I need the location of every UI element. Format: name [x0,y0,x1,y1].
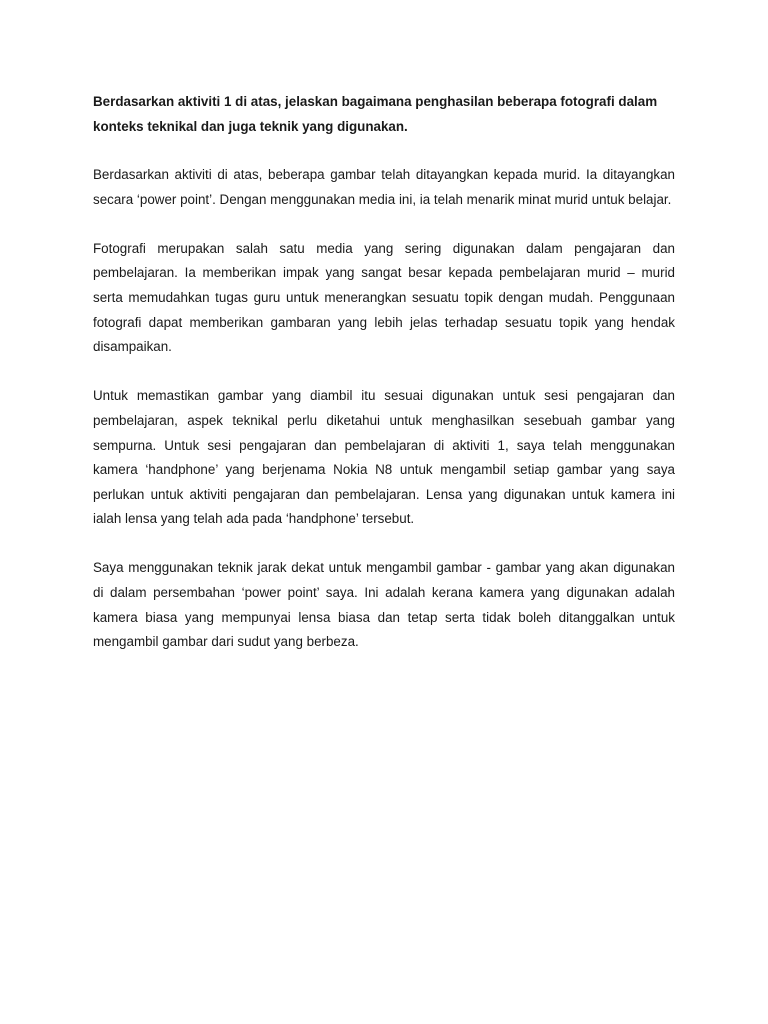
document-page [93,90,675,679]
paragraph-4: Saya menggunakan teknik jarak dekat untuk mengambil gambar - gambar yang akan digunakan di dalam persembahan ‘power point’ saya. Ini adalah kerana kamera yang digunakan adalah kamera biasa yang mempunyai lensa biasa dan tetap serta tidak boleh ditanggalkan untuk mengambil gambar dari sudut yang berbeza. [93,560,675,650]
paragraph-1: Berdasarkan aktiviti di atas, beberapa gambar telah ditayangkan kepada murid. Ia ditayangkan secara ‘power point’. Dengan menggunakan media ini, ia telah menarik minat murid untuk belajar. [93,167,675,207]
question-heading: Berdasarkan aktiviti 1 di atas, jelaskan bagaimana penghasilan beberapa fotografi dalam konteks teknikal dan juga teknik yang digunakan. [93,94,658,134]
paragraph-2: Fotografi merupakan salah satu media yang sering digunakan dalam pengajaran dan pembelajaran. Ia memberikan impak yang sangat besar kepada pembelajaran murid – murid serta memudahkan tugas guru untuk menerangkan sesuatu topik dengan mudah. Penggunaan fotografi dapat memberikan gambaran yang lebih jelas terhadap sesuatu topik yang hendak disampaikan. [93,240,675,355]
paragraph-3: Untuk memastikan gambar yang diambil itu sesuai digunakan untuk sesi pengajaran dan pembelajaran, aspek teknikal perlu diketahui untuk menghasilkan sesebuah gambar yang sempurna. Untuk sesi pengajaran dan pembelajaran di aktiviti 1, saya telah menggunakan kamera ‘handphone’ yang berjenama Nokia N8 untuk mengambil setiap gambar yang saya perlukan untuk aktiviti pengajaran dan pembelajaran. Lensa yang digunakan untuk kamera ini ialah lensa yang telah ada pada ‘handphone’ tersebut. [93,388,675,527]
